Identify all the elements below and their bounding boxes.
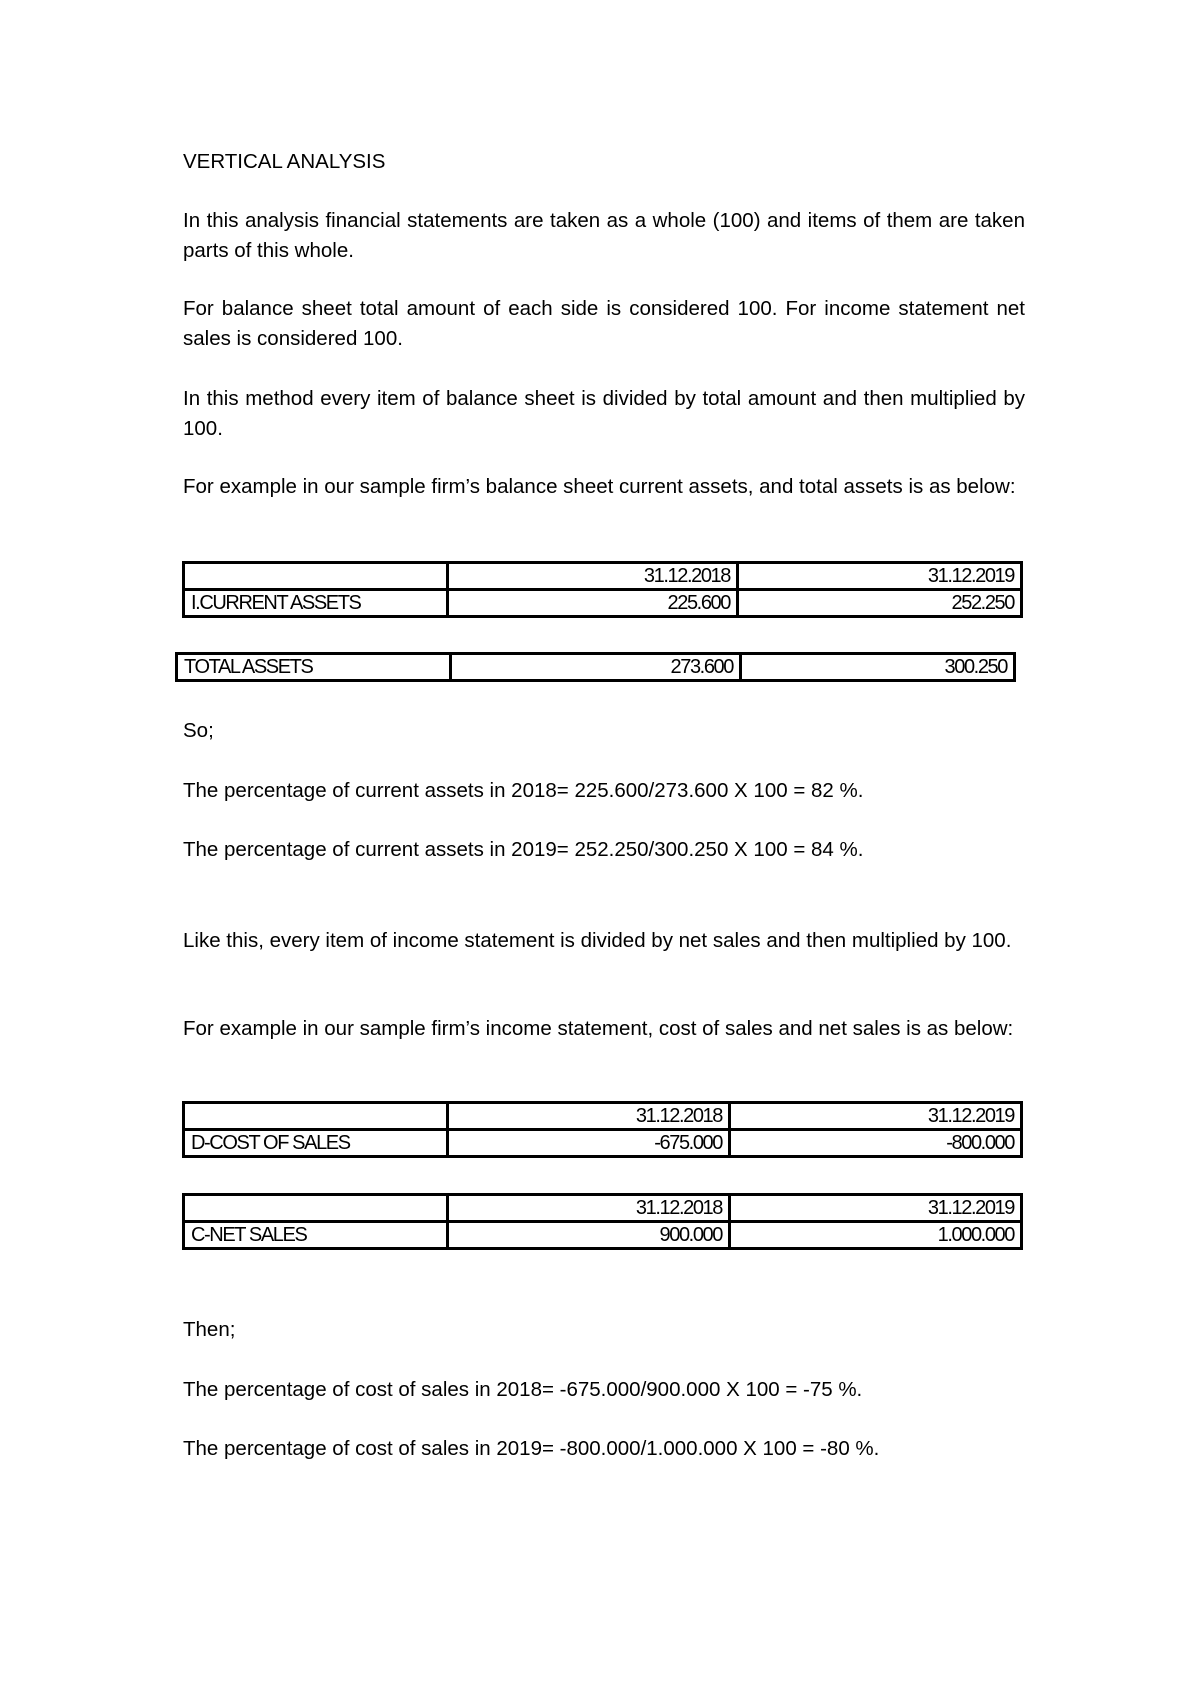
table-cell-value: 1.000.000 (730, 1222, 1022, 1249)
net-sales-table (182, 1193, 1023, 1250)
table-header-cell (184, 1195, 448, 1222)
table-header-row (184, 1103, 1022, 1130)
table-header-row (184, 563, 1022, 590)
table-cell-value: 300.250 (741, 654, 1015, 681)
table-header-cell (184, 563, 448, 590)
table-header-row (184, 1195, 1022, 1222)
table-cell-value: 252.250 (738, 590, 1022, 617)
table-header-cell: 31.12.2019 (730, 1103, 1022, 1130)
table-header-cell: 31.12.2018 (448, 563, 738, 590)
calculation-cost-of-sales-2019: The percentage of cost of sales in 2019= -800.000/1.000.000 X 100 = -80 %. (183, 1437, 880, 1460)
paragraph-income-statement: Like this, every item of income statement is divided by net sales and then multiplied by 100. (183, 929, 1012, 952)
table-cell-label: C-NET SALES (184, 1222, 448, 1249)
table-header-cell: 31.12.2018 (448, 1103, 730, 1130)
table-cell-label: TOTAL ASSETS (177, 654, 451, 681)
calculation-cost-of-sales-2018: The percentage of cost of sales in 2018= -675.000/900.000 X 100 = -75 %. (183, 1378, 863, 1401)
table-cell-value: -800.000 (730, 1130, 1022, 1157)
paragraph-example-assets: For example in our sample firm’s balance sheet current assets, and total assets is as below: (183, 475, 1016, 498)
page-title: VERTICAL ANALYSIS (183, 150, 386, 173)
table-row (184, 590, 1022, 617)
table-cell-label: I.CURRENT ASSETS (184, 590, 448, 617)
then-label: Then; (183, 1318, 236, 1341)
calculation-current-assets-2019: The percentage of current assets in 2019= 252.250/300.250 X 100 = 84 %. (183, 838, 864, 861)
total-assets-table (175, 652, 1016, 682)
table-row (184, 1222, 1022, 1249)
table-cell-value: -675.000 (448, 1130, 730, 1157)
table-cell-label: D-COST OF SALES (184, 1130, 448, 1157)
table-header-cell: 31.12.2018 (448, 1195, 730, 1222)
so-label: So; (183, 719, 214, 742)
calculation-current-assets-2018: The percentage of current assets in 2018= 225.600/273.600 X 100 = 82 %. (183, 779, 864, 802)
table-header-cell: 31.12.2019 (730, 1195, 1022, 1222)
cost-of-sales-table (182, 1101, 1023, 1158)
paragraph-example-sales: For example in our sample firm’s income statement, cost of sales and net sales is as below: (183, 1017, 1014, 1040)
table-row (177, 654, 1015, 681)
paragraph-balance-sheet: For balance sheet total amount of each side is considered 100. For income statement net sales is considered 100. (183, 297, 1025, 350)
table-row (184, 1130, 1022, 1157)
table-cell-value: 225.600 (448, 590, 738, 617)
paragraph-intro: In this analysis financial statements are taken as a whole (100) and items of them are taken parts of this whole. (183, 209, 1025, 262)
current-assets-table (182, 561, 1023, 618)
paragraph-method: In this method every item of balance sheet is divided by total amount and then multiplied by 100. (183, 387, 1025, 440)
table-cell-value: 900.000 (448, 1222, 730, 1249)
table-header-cell (184, 1103, 448, 1130)
table-cell-value: 273.600 (451, 654, 741, 681)
table-header-cell: 31.12.2019 (738, 563, 1022, 590)
